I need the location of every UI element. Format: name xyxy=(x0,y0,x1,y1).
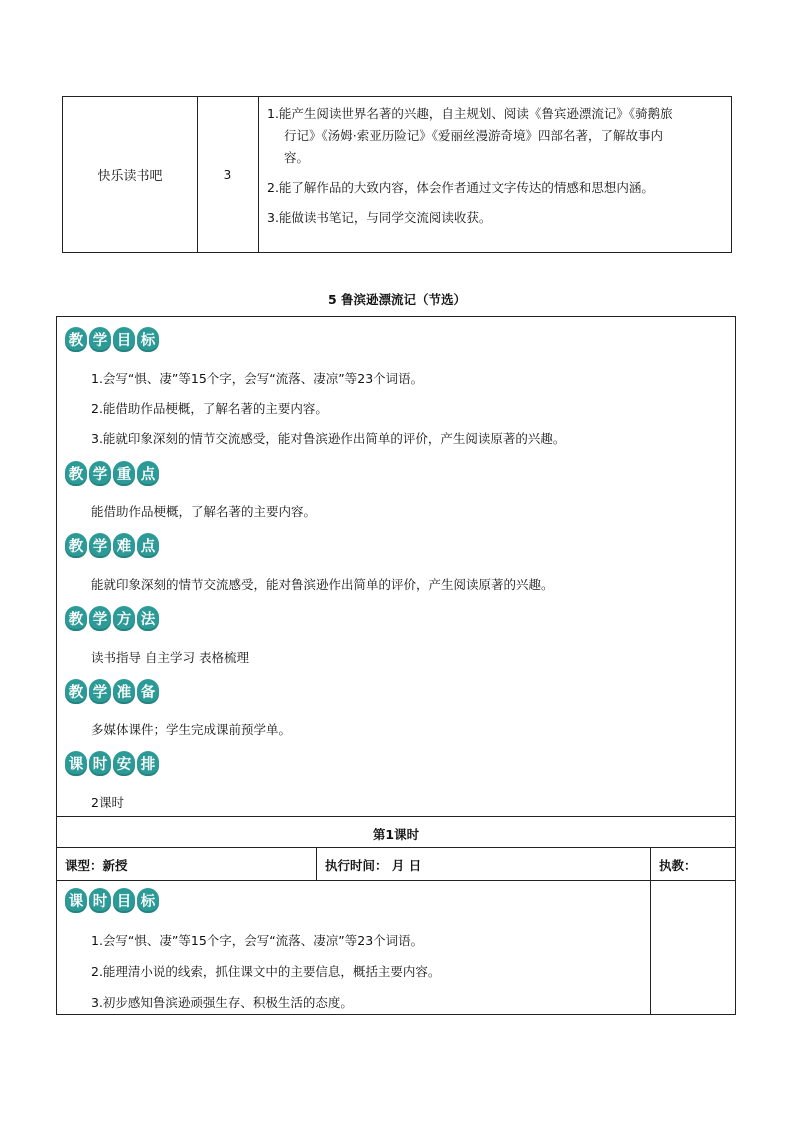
lesson-title: 5 鲁滨逊漂流记（节选） xyxy=(327,292,467,307)
objective-line: 3.能做读书笔记，与同学交流阅读收获。 xyxy=(267,210,492,225)
divider xyxy=(57,816,735,817)
methods-text: 读书指导 自主学习 表格梳理 xyxy=(91,650,249,665)
section-badge-key-points: 教 学 重 点 xyxy=(65,461,159,486)
section-badge-preparation: 教 学 准 备 xyxy=(65,679,159,704)
section-badge-methods: 教 学 方 法 xyxy=(65,606,159,631)
teacher-label: 执教： xyxy=(659,858,697,873)
execution-time-label: 执行时间： 月 日 xyxy=(325,858,422,873)
unit-name-cell: 快乐读书吧 xyxy=(63,97,198,252)
divider xyxy=(650,847,651,1015)
section-badge-difficulties: 教 学 难 点 xyxy=(65,533,159,558)
objective-line: 1.能产生阅读世界名著的兴趣，自主规划、阅读《鲁宾逊漂流记》《骑鹅旅 xyxy=(267,106,673,121)
section-badge-period-goals: 课 时 目 标 xyxy=(65,888,159,913)
period-goal-item: 1.会写“惧、凄”等15个字，会写“流落、凄凉”等23个词语。 xyxy=(91,933,424,948)
period-goal-item: 3.初步感知鲁滨逊顽强生存、积极生活的态度。 xyxy=(91,995,353,1010)
hours-cell: 3 xyxy=(197,97,259,252)
period-title: 第1课时 xyxy=(372,827,420,842)
lesson-plan-box xyxy=(56,316,736,1015)
period-goal-item: 2.能理清小说的线索，抓住课文中的主要信息，概括主要内容。 xyxy=(91,964,441,979)
divider xyxy=(57,847,735,848)
reading-plan-table xyxy=(62,96,732,253)
divider xyxy=(57,880,735,881)
preparation-text: 多媒体课件；学生完成课前预学单。 xyxy=(91,722,292,737)
objective-line: 容。 xyxy=(284,150,310,165)
goal-item: 1.会写“惧、凄”等15个字，会写“流落、凄凉”等23个词语。 xyxy=(91,371,424,386)
goal-item: 3.能就印象深刻的情节交流感受，能对鲁滨逊作出简单的评价，产生阅读原著的兴趣。 xyxy=(91,431,566,446)
section-badge-schedule: 课 时 安 排 xyxy=(65,751,159,776)
objective-line: 行记》《汤姆·索亚历险记》《爱丽丝漫游奇境》四部名著，了解故事内 xyxy=(284,128,663,143)
difficulties-text: 能就印象深刻的情节交流感受，能对鲁滨逊作出简单的评价，产生阅读原著的兴趣。 xyxy=(91,577,554,592)
section-badge-goals: 教 学 目 标 xyxy=(65,327,159,352)
objective-line: 2.能了解作品的大致内容，体会作者通过文字传达的情感和思想内涵。 xyxy=(267,180,654,195)
divider xyxy=(316,847,317,880)
lesson-type-label: 课型：新授 xyxy=(65,858,128,873)
objectives-cell xyxy=(259,97,731,252)
schedule-text: 2课时 xyxy=(91,795,124,810)
goal-item: 2.能借助作品梗概，了解名著的主要内容。 xyxy=(91,401,328,416)
key-points-text: 能借助作品梗概，了解名著的主要内容。 xyxy=(91,504,317,519)
